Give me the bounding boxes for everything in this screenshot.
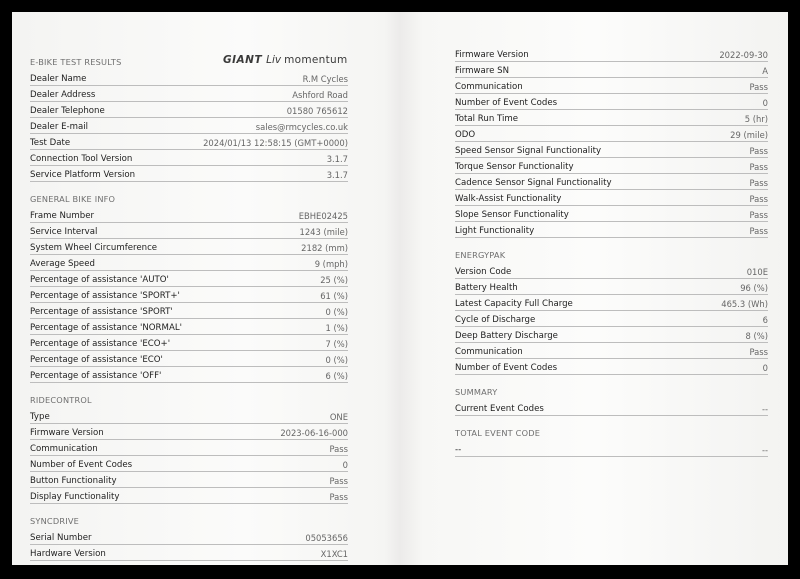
row-label: ODO bbox=[455, 130, 476, 140]
report-row bbox=[30, 271, 348, 287]
report-row bbox=[30, 134, 348, 150]
report-row bbox=[30, 456, 348, 472]
row-label: Service Platform Version bbox=[30, 170, 136, 180]
logo-product: momentum bbox=[284, 54, 348, 66]
report-row bbox=[455, 142, 768, 158]
row-value: -- bbox=[761, 445, 768, 455]
report-row bbox=[455, 158, 768, 174]
report-row bbox=[455, 263, 768, 279]
row-value: 9 (mph) bbox=[314, 259, 348, 269]
row-value: Pass bbox=[329, 476, 348, 486]
row-value: 6 bbox=[762, 315, 768, 325]
row-label: Version Code bbox=[455, 267, 512, 277]
row-value: 1243 (mile) bbox=[299, 227, 348, 237]
row-label: -- bbox=[455, 445, 462, 455]
row-value: 0 bbox=[762, 363, 768, 373]
report-row bbox=[30, 440, 348, 456]
logo-brand: GIANT bbox=[223, 54, 263, 66]
report-row bbox=[30, 86, 348, 102]
row-label: Communication bbox=[30, 444, 98, 454]
report-row bbox=[455, 174, 768, 190]
row-label: Cadence Sensor Signal Functionality bbox=[455, 178, 612, 188]
row-label: Percentage of assistance 'SPORT' bbox=[30, 307, 173, 317]
row-value: 61 (%) bbox=[320, 291, 348, 301]
row-value: sales@rmcycles.co.uk bbox=[255, 122, 348, 132]
row-label: Average Speed bbox=[30, 259, 95, 269]
row-label: Percentage of assistance 'AUTO' bbox=[30, 275, 169, 285]
row-label: Deep Battery Discharge bbox=[455, 331, 558, 341]
row-value: 5 (hr) bbox=[744, 114, 768, 124]
row-value: 0 bbox=[342, 460, 348, 470]
row-label: Display Functionality bbox=[30, 492, 120, 502]
report-row bbox=[455, 190, 768, 206]
row-label: Light Functionality bbox=[455, 226, 535, 236]
row-value: 8 (%) bbox=[745, 331, 768, 341]
row-value: 0 (%) bbox=[325, 307, 348, 317]
row-label: Dealer Address bbox=[30, 90, 96, 100]
report-row bbox=[30, 255, 348, 271]
row-label: Dealer Telephone bbox=[30, 106, 105, 116]
row-value: 3.1.7 bbox=[326, 170, 348, 180]
report-row bbox=[30, 545, 348, 561]
row-label: Service Interval bbox=[30, 227, 98, 237]
report-row bbox=[30, 424, 348, 440]
report-row bbox=[455, 222, 768, 238]
report-row bbox=[455, 327, 768, 343]
right-column bbox=[455, 46, 768, 457]
row-label: Firmware SN bbox=[455, 66, 509, 76]
row-label: Hardware Version bbox=[30, 549, 106, 559]
test-report-paper bbox=[12, 12, 788, 565]
row-value: Pass bbox=[749, 178, 768, 188]
row-label: System Wheel Circumference bbox=[30, 243, 158, 253]
report-row bbox=[30, 70, 348, 86]
section-total-event-code bbox=[455, 425, 768, 457]
report-row bbox=[30, 529, 348, 545]
report-row bbox=[455, 295, 768, 311]
row-value: X1XC1 bbox=[320, 549, 348, 559]
section-spacer bbox=[455, 238, 768, 247]
section-title: SUMMARY bbox=[455, 387, 498, 397]
row-label: Connection Tool Version bbox=[30, 154, 133, 164]
report-row bbox=[455, 343, 768, 359]
row-value: 3.1.7 bbox=[326, 154, 348, 164]
report-row bbox=[30, 319, 348, 335]
row-label: Frame Number bbox=[30, 211, 95, 221]
row-label: Battery Health bbox=[455, 283, 518, 293]
section-ridecontrol bbox=[30, 392, 348, 504]
report-row bbox=[30, 166, 348, 182]
report-row bbox=[30, 351, 348, 367]
row-label: Current Event Codes bbox=[455, 404, 544, 414]
row-label: Number of Event Codes bbox=[30, 460, 133, 470]
row-value: Ashford Road bbox=[292, 90, 348, 100]
row-value: ONE bbox=[329, 412, 348, 422]
report-row bbox=[30, 472, 348, 488]
row-value: 0 (%) bbox=[325, 355, 348, 365]
row-label: Number of Event Codes bbox=[455, 98, 558, 108]
section-general-bike-info bbox=[30, 191, 348, 383]
row-value: Pass bbox=[749, 210, 768, 220]
section-energypak bbox=[455, 247, 768, 375]
row-value: 2023-06-16-000 bbox=[280, 428, 348, 438]
left-column bbox=[30, 54, 348, 561]
row-label: Firmware Version bbox=[455, 50, 529, 60]
row-label: Percentage of assistance 'ECO' bbox=[30, 355, 163, 365]
row-label: Percentage of assistance 'ECO+' bbox=[30, 339, 171, 349]
row-value: 1 (%) bbox=[325, 323, 348, 333]
report-row bbox=[455, 78, 768, 94]
report-row bbox=[455, 110, 768, 126]
row-value: 29 (mile) bbox=[730, 130, 768, 140]
row-value: 2022-09-30 bbox=[719, 50, 768, 60]
section-summary bbox=[455, 384, 768, 416]
row-value: R.M Cycles bbox=[302, 74, 348, 84]
report-row bbox=[455, 46, 768, 62]
report-row bbox=[30, 303, 348, 319]
row-value: 05053656 bbox=[305, 533, 348, 543]
report-row bbox=[30, 239, 348, 255]
report-row bbox=[30, 207, 348, 223]
row-label: Percentage of assistance 'SPORT+' bbox=[30, 291, 180, 301]
report-row bbox=[455, 126, 768, 142]
report-row bbox=[30, 335, 348, 351]
report-row bbox=[30, 118, 348, 134]
row-label: Test Date bbox=[30, 138, 71, 148]
section-title: SYNCDRIVE bbox=[30, 516, 80, 526]
row-label: Percentage of assistance 'NORMAL' bbox=[30, 323, 182, 333]
row-label: Dealer E-mail bbox=[30, 122, 89, 132]
section-e-bike-test-results bbox=[30, 54, 348, 182]
section-title: E-BIKE TEST RESULTS bbox=[30, 57, 122, 67]
row-label: Button Functionality bbox=[30, 476, 117, 486]
section-title: RIDECONTROL bbox=[30, 395, 92, 405]
report-row bbox=[455, 400, 768, 416]
row-value: Pass bbox=[749, 347, 768, 357]
report-row bbox=[455, 206, 768, 222]
row-label: Slope Sensor Functionality bbox=[455, 210, 569, 220]
row-value: Pass bbox=[329, 492, 348, 502]
row-label: Type bbox=[30, 412, 50, 422]
row-label: Communication bbox=[455, 82, 523, 92]
row-label: Number of Event Codes bbox=[455, 363, 558, 373]
section-syncdrive bbox=[30, 513, 348, 561]
row-label: Serial Number bbox=[30, 533, 92, 543]
report-row bbox=[30, 223, 348, 239]
report-row bbox=[30, 287, 348, 303]
report-row bbox=[455, 311, 768, 327]
row-label: Communication bbox=[455, 347, 523, 357]
row-value: 2024/01/13 12:58:15 (GMT+0000) bbox=[203, 138, 348, 148]
report-row bbox=[30, 408, 348, 424]
row-value: 96 (%) bbox=[740, 283, 768, 293]
section-spacer bbox=[30, 504, 348, 513]
row-value: Pass bbox=[749, 194, 768, 204]
row-value: 0 bbox=[762, 98, 768, 108]
row-label: Firmware Version bbox=[30, 428, 104, 438]
report-row bbox=[30, 102, 348, 118]
section-spacer bbox=[455, 416, 768, 425]
report-row bbox=[455, 94, 768, 110]
row-value: Pass bbox=[749, 82, 768, 92]
section-spacer bbox=[455, 375, 768, 384]
row-value: A bbox=[762, 66, 768, 76]
row-value: 2182 (mm) bbox=[301, 243, 348, 253]
section-title: ENERGYPAK bbox=[455, 250, 506, 260]
logo-sub: Liv bbox=[266, 54, 282, 66]
row-value: 01580 765612 bbox=[286, 106, 348, 116]
row-value: 6 (%) bbox=[325, 371, 348, 381]
report-row bbox=[455, 441, 768, 457]
report-row bbox=[30, 367, 348, 383]
row-label: Walk-Assist Functionality bbox=[455, 194, 562, 204]
row-label: Speed Sensor Signal Functionality bbox=[455, 146, 602, 156]
row-value: 465.3 (Wh) bbox=[721, 299, 768, 309]
row-value: EBHE02425 bbox=[298, 211, 348, 221]
row-value: 010E bbox=[746, 267, 768, 277]
row-value: Pass bbox=[749, 226, 768, 236]
row-label: Total Run Time bbox=[455, 114, 519, 124]
report-row bbox=[30, 488, 348, 504]
row-label: Dealer Name bbox=[30, 74, 87, 84]
row-label: Latest Capacity Full Charge bbox=[455, 299, 573, 309]
row-value: -- bbox=[761, 404, 768, 414]
row-value: Pass bbox=[749, 146, 768, 156]
row-label: Torque Sensor Functionality bbox=[455, 162, 574, 172]
report-row bbox=[30, 150, 348, 166]
report-row bbox=[455, 62, 768, 78]
section-title: GENERAL BIKE INFO bbox=[30, 194, 116, 204]
section-spacer bbox=[30, 383, 348, 392]
row-value: 25 (%) bbox=[320, 275, 348, 285]
section-spacer bbox=[30, 182, 348, 191]
row-label: Percentage of assistance 'OFF' bbox=[30, 371, 162, 381]
report-row bbox=[455, 359, 768, 375]
row-value: Pass bbox=[749, 162, 768, 172]
row-value: 7 (%) bbox=[325, 339, 348, 349]
row-label: Cycle of Discharge bbox=[455, 315, 536, 325]
section-motor bbox=[455, 46, 768, 238]
report-row bbox=[455, 279, 768, 295]
section-title: TOTAL EVENT CODE bbox=[455, 428, 541, 438]
row-value: Pass bbox=[329, 444, 348, 454]
